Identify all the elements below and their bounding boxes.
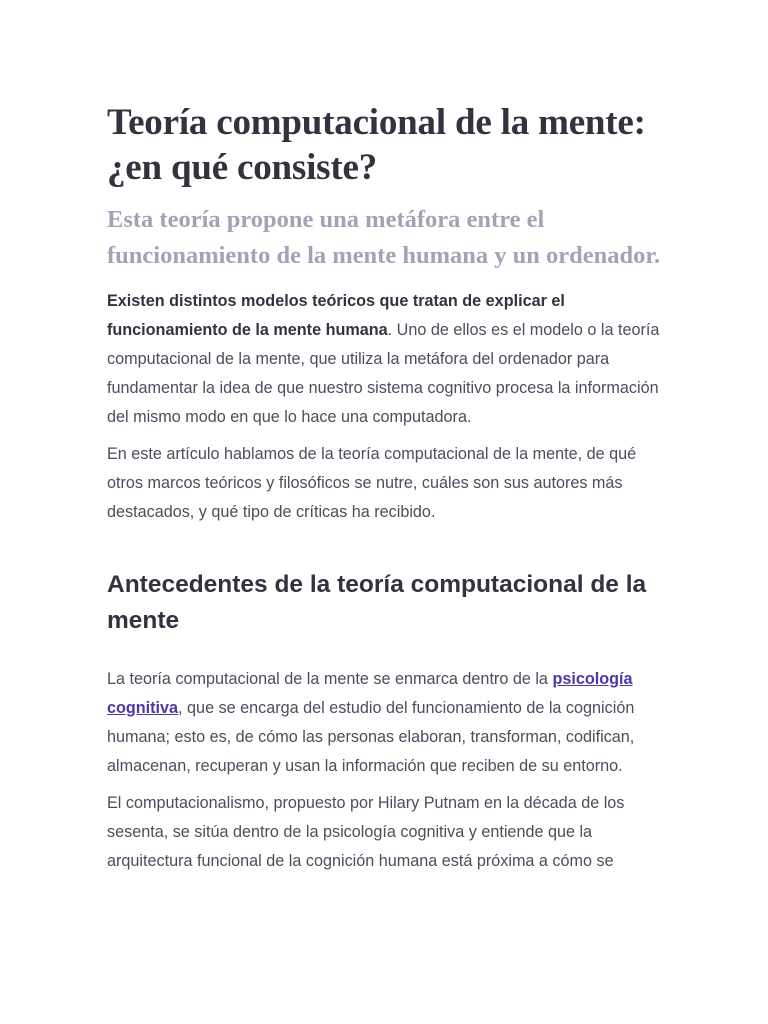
intro-bold-text: Existen distintos modelos teóricos que tratan de explicar el funcionamiento de la mente humana (107, 292, 565, 339)
article (107, 100, 667, 876)
computationalism-paragraph: El computacionalismo, propuesto por Hilary Putnam en la década de los sesenta, se sitúa dentro de la psicología cognitiva y entiende que la arquitectura funcional de la cognición humana está próxima a cómo se (107, 794, 625, 870)
background-text-rest: , que se encarga del estudio del funcionamiento de la cognición humana; esto es, de cómo las personas elaboran, transforman, codifican, almacenan, recuperan y usan la información que reciben de su entorno. (107, 699, 635, 775)
intro-text: . Uno de ellos es el modelo o la teoría computacional de la mente, que utiliza la metáfora del ordenador para fundamentar la idea de que nuestro sistema cognitivo procesa la información del mismo modo en que lo hace una computadora. (107, 321, 660, 426)
cognitive-psychology-link[interactable]: psicología cognitiva (107, 670, 633, 717)
summary-paragraph: En este artículo hablamos de la teoría computacional de la mente, de qué otros marcos teóricos y filosóficos se nutre, cuáles son sus autores más destacados, y qué tipo de críticas ha recibido. (107, 445, 637, 521)
article-title: Teoría computacional de la mente: ¿en qué consiste? (107, 102, 646, 188)
background-text-start: La teoría computacional de la mente se enmarca dentro de la (107, 670, 553, 688)
background-paragraph (107, 665, 667, 781)
article-subtitle: Esta teoría propone una metáfora entre el funcionamiento de la mente humana y un ordenador. (107, 206, 661, 269)
section-heading: Antecedentes de la teoría computacional de la mente (107, 571, 647, 634)
intro-paragraph (107, 287, 667, 432)
